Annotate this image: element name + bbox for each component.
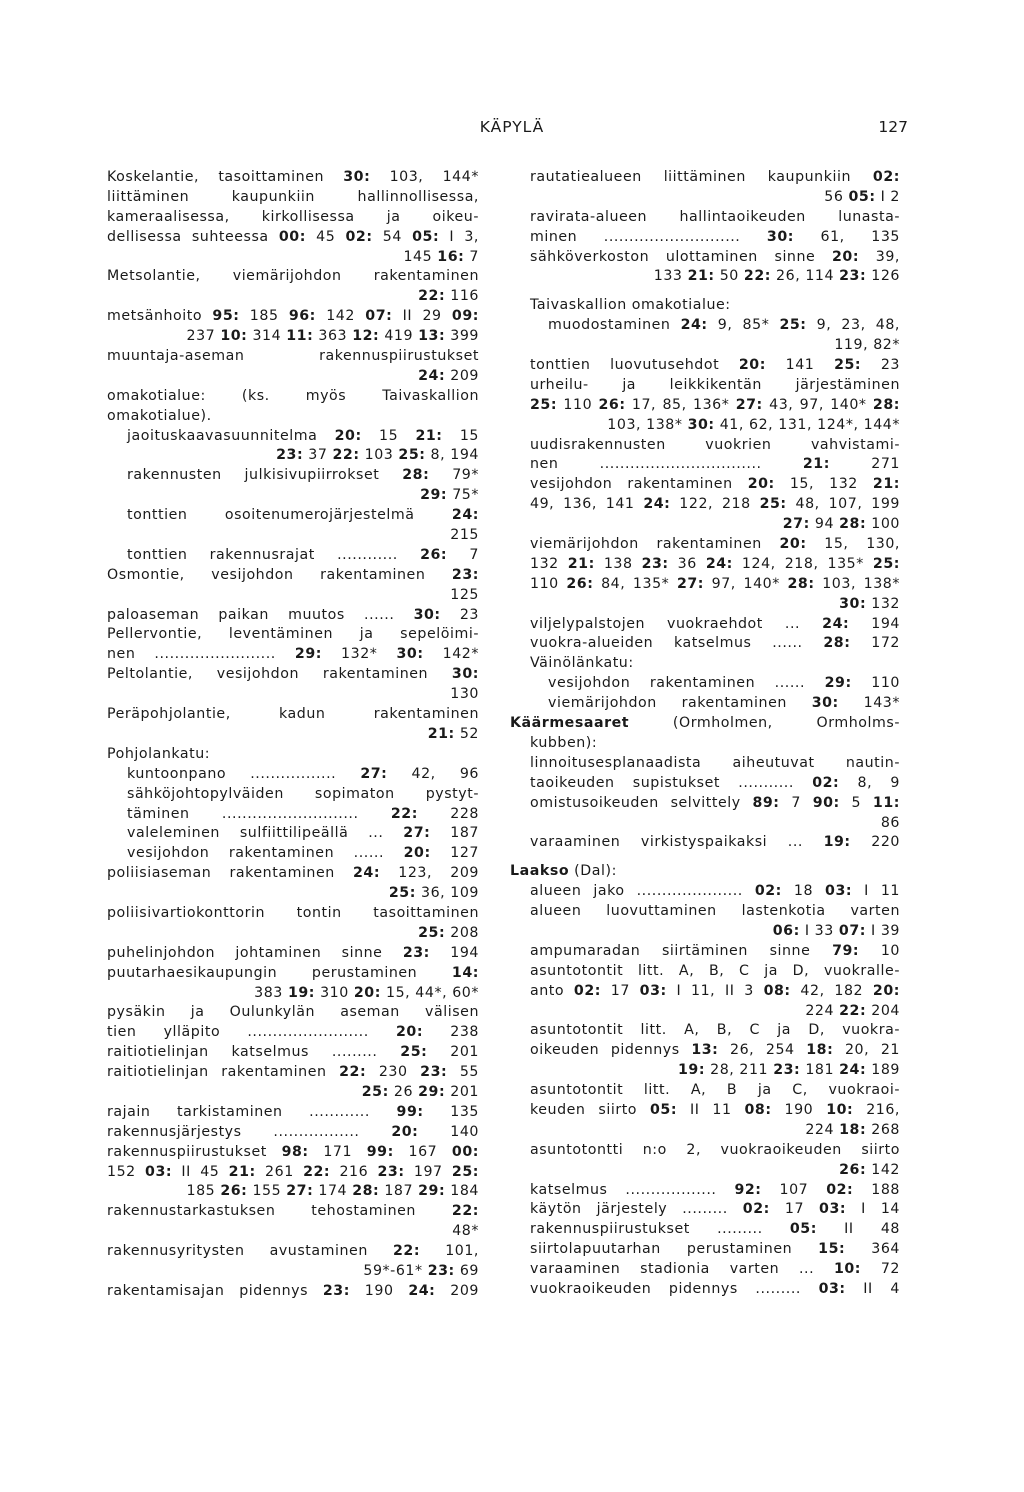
index-line: dellisessa suhteessa 00: 45 02: 54 05: I 3, [107, 228, 479, 245]
index-line: 152 03: II 45 21: 261 22: 216 23: 197 25: [107, 1163, 479, 1180]
index-line: rautatiealueen liittäminen kaupunkiin 02: [530, 169, 900, 185]
page-header [0, 118, 1024, 144]
index-line: Peräpohjolantie, kadun rakentaminen [107, 706, 479, 723]
index-line: Laakso (Dal): [510, 863, 617, 880]
index-line: valeleminen sulfiittilipeällä ... 27: 187 [127, 825, 479, 842]
index-line: kuntoonpano ................. 27: 42, 96 [127, 765, 479, 782]
index-line: 224 18: 268 [805, 1121, 900, 1138]
index-line: 133 21: 50 22: 26, 114 23: 126 [653, 268, 900, 285]
index-column-left [107, 168, 479, 1302]
index-line: oikeuden pidennys 13: 26, 254 18: 20, 21 [530, 1042, 900, 1059]
index-line: 237 10: 314 11: 363 12: 419 13: 399 [186, 328, 479, 345]
index-line: 145 16: 7 [403, 248, 479, 265]
index-line: tien ylläpito ........................ 20: 238 [107, 1024, 479, 1041]
index-line: sähköjohtopylväiden sopimaton pystyt- [127, 785, 479, 802]
index-line: 48* [452, 1223, 479, 1240]
index-line: rakennuspiirustukset ......... 05: II 48 [530, 1221, 900, 1238]
index-line: muuntaja-aseman rakennuspiirustukset [107, 348, 479, 365]
index-line: kameraalisessa, kirkollisessa ja oikeu- [107, 208, 479, 225]
index-line: rakennusjärjestys ................. 20: 140 [107, 1123, 479, 1140]
index-line: 49, 136, 141 24: 122, 218 25: 48, 107, 199 [530, 496, 900, 513]
index-line: vesijohdon rakentaminen ...... 20: 127 [127, 845, 479, 862]
index-line: alueen luovuttaminen lastenkotia varten [530, 903, 900, 920]
index-line: kubben): [530, 734, 598, 751]
index-line: minen ........................... 30: 61, 135 [530, 228, 900, 245]
index-line: 59*-61* 23: 69 [363, 1262, 479, 1279]
index-line: 25: 36, 109 [388, 885, 479, 902]
index-line: 19: 28, 211 23: 181 24: 189 [677, 1062, 900, 1079]
index-line: 26: 142 [839, 1161, 900, 1178]
index-line: tonttien luovutusehdot 20: 141 25: 23 [530, 357, 900, 374]
index-line: Metsolantie, viemärijohdon rakentaminen [107, 268, 479, 285]
index-line: 27: 94 28: 100 [782, 516, 900, 533]
index-line: vesijohdon rakentaminen ...... 29: 110 [548, 675, 900, 692]
index-line: asuntotontit litt. A, B ja C, vuokraoi- [530, 1082, 900, 1099]
index-line: viljelypalstojen vuokraehdot ... 24: 194 [530, 615, 900, 632]
spacer [510, 853, 900, 862]
index-line: nen ................................ 21: 271 [530, 456, 900, 473]
index-line: asuntotontti n:o 2, vuokraoikeuden siirto [530, 1141, 900, 1158]
index-line: 29: 75* [420, 487, 479, 504]
index-line: 30: 132 [839, 595, 900, 612]
index-line: jaoituskaavasuunnitelma 20: 15 21: 15 [127, 427, 479, 444]
index-line: katselmus .................. 92: 107 02: 188 [530, 1181, 900, 1198]
index-line: sähköverkoston ulottaminen sinne 20: 39, [530, 248, 900, 265]
index-line: 132 21: 138 23: 36 24: 124, 218, 135* 25: [530, 555, 900, 572]
index-line: siirtolapuutarhan perustaminen 15: 364 [530, 1241, 900, 1258]
index-line: 24: 209 [418, 367, 479, 384]
index-line: taoikeuden supistukset ........... 02: 8, 9 [530, 774, 900, 791]
index-line: 224 22: 204 [805, 1002, 900, 1019]
index-line: Pellervontie, leventäminen ja sepelöimi- [107, 626, 479, 643]
index-line: puutarhaesikaupungin perustaminen 14: [107, 964, 479, 981]
index-line: 25: 110 26: 17, 85, 136* 27: 43, 97, 140* 28: [530, 396, 900, 413]
index-line: omistusoikeuden selvittely 89: 7 90: 5 11: [530, 794, 900, 811]
index-line: alueen jako ..................... 02: 18 03: I 11 [530, 883, 900, 900]
index-line: varaaminen virkistyspaikaksi ... 19: 220 [530, 834, 900, 851]
index-line: 86 [880, 814, 900, 831]
index-line: 110 26: 84, 135* 27: 97, 140* 28: 103, 138* [530, 575, 900, 592]
index-line: 119, 82* [834, 337, 900, 354]
index-line: uudisrakennusten vuokrien vahvistami- [530, 436, 900, 453]
index-line: anto 02: 17 03: I 11, II 3 08: 42, 182 20: [530, 982, 900, 999]
index-line: omakotialue). [107, 407, 212, 424]
index-line: 125 [450, 586, 479, 603]
index-line: asuntotontit litt. A, B, C ja D, vuokra- [530, 1022, 900, 1039]
index-line: viemärijohdon rakentaminen 20: 15, 130, [530, 536, 900, 553]
index-line: muodostaminen 24: 9, 85* 25: 9, 23, 48, [548, 317, 900, 334]
index-line: Väinölänkatu: [530, 655, 634, 672]
index-line: 56 05: I 2 [824, 188, 900, 205]
index-line: 22: 116 [418, 288, 479, 305]
index-line: urheilu- ja leikkikentän järjestäminen [530, 376, 900, 393]
index-line: 25: 26 29: 201 [361, 1083, 479, 1100]
index-line: vuokra-alueiden katselmus ...... 28: 172 [530, 635, 900, 652]
index-line: keuden siirto 05: II 11 08: 190 10: 216, [530, 1101, 900, 1118]
index-line: ampumaradan siirtäminen sinne 79: 10 [530, 942, 900, 959]
index-line: 383 19: 310 20: 15, 44*, 60* [254, 984, 479, 1001]
index-line: viemärijohdon rakentaminen 30: 143* [548, 695, 900, 712]
index-line: vuokraoikeuden pidennys ......... 03: II 4 [530, 1280, 900, 1297]
index-line: asuntotontit litt. A, B, C ja D, vuokralle- [530, 962, 900, 979]
index-line: rakennusyritysten avustaminen 22: 101, [107, 1243, 479, 1260]
index-line: 185 26: 155 27: 174 28: 187 29: 184 [186, 1183, 479, 1200]
index-column-right [510, 168, 900, 1300]
index-line: 23: 37 22: 103 25: 8, 194 [276, 447, 479, 464]
index-line: nen ........................ 29: 132* 30: 142* [107, 646, 479, 663]
index-line: tonttien rakennusrajat ............ 26: 7 [127, 546, 479, 563]
index-line: vesijohdon rakentaminen 20: 15, 132 21: [530, 476, 900, 493]
index-line: pysäkin ja Oulunkylän aseman välisen [107, 1004, 479, 1021]
index-line: metsänhoito 95: 185 96: 142 07: II 29 09: [107, 308, 479, 325]
index-line: Pohjolankatu: [107, 745, 211, 762]
index-line: poliisivartiokonttorin tontin tasoittaminen [107, 904, 479, 921]
index-line: 130 [450, 686, 479, 703]
index-line: Osmontie, vesijohdon rakentaminen 23: [107, 566, 479, 583]
page-title: KÄPYLÄ [479, 118, 545, 136]
index-line: ravirata-alueen hallintaoikeuden lunasta- [530, 208, 900, 225]
index-line: 25: 208 [418, 924, 479, 941]
index-line: Käärmesaaret (Ormholmen, Ormholms- [510, 715, 900, 732]
index-line: 215 [450, 527, 479, 544]
index-line: paloaseman paikan muutos ...... 30: 23 [107, 606, 479, 623]
page-number: 127 [878, 118, 908, 136]
index-line: rakennusten julkisivupiirrokset 28: 79* [127, 467, 479, 484]
index-line: 06: I 33 07: I 39 [772, 922, 900, 939]
index-line: rakennustarkastuksen tehostaminen 22: [107, 1203, 479, 1220]
index-line: linnoitusesplanaadista aiheutuvat nautin- [530, 754, 900, 771]
index-line: Koskelantie, tasoittaminen 30: 103, 144* [107, 169, 479, 185]
index-line: Peltolantie, vesijohdon rakentaminen 30: [107, 666, 479, 683]
index-line: liittäminen kaupunkiin hallinnollisessa, [107, 188, 479, 205]
index-line: rajain tarkistaminen ............ 99: 135 [107, 1103, 479, 1120]
index-line: raitiotielinjan rakentaminen 22: 230 23: 55 [107, 1064, 479, 1081]
index-line: omakotialue: (ks. myös Taivaskallion [107, 387, 479, 404]
index-line: rakennuspiirustukset 98: 171 99: 167 00: [107, 1143, 479, 1160]
index-line: käytön järjestely ......... 02: 17 03: I 14 [530, 1201, 900, 1218]
index-line: raitiotielinjan katselmus ......... 25: 201 [107, 1044, 479, 1061]
index-line: poliisiaseman rakentaminen 24: 123, 209 [107, 865, 479, 882]
index-line: 21: 52 [427, 725, 479, 742]
spacer [510, 287, 900, 296]
index-line: varaaminen stadionia varten ... 10: 72 [530, 1261, 900, 1278]
index-line: rakentamisajan pidennys 23: 190 24: 209 [107, 1282, 479, 1299]
index-line: puhelinjohdon johtaminen sinne 23: 194 [107, 944, 479, 961]
index-line: 103, 138* 30: 41, 62, 131, 124*, 144* [607, 416, 900, 433]
index-line: täminen ........................... 22: 228 [127, 805, 479, 822]
index-line: Taivaskallion omakotialue: [530, 297, 731, 314]
index-line: tonttien osoitenumerojärjestelmä 24: [127, 507, 479, 524]
